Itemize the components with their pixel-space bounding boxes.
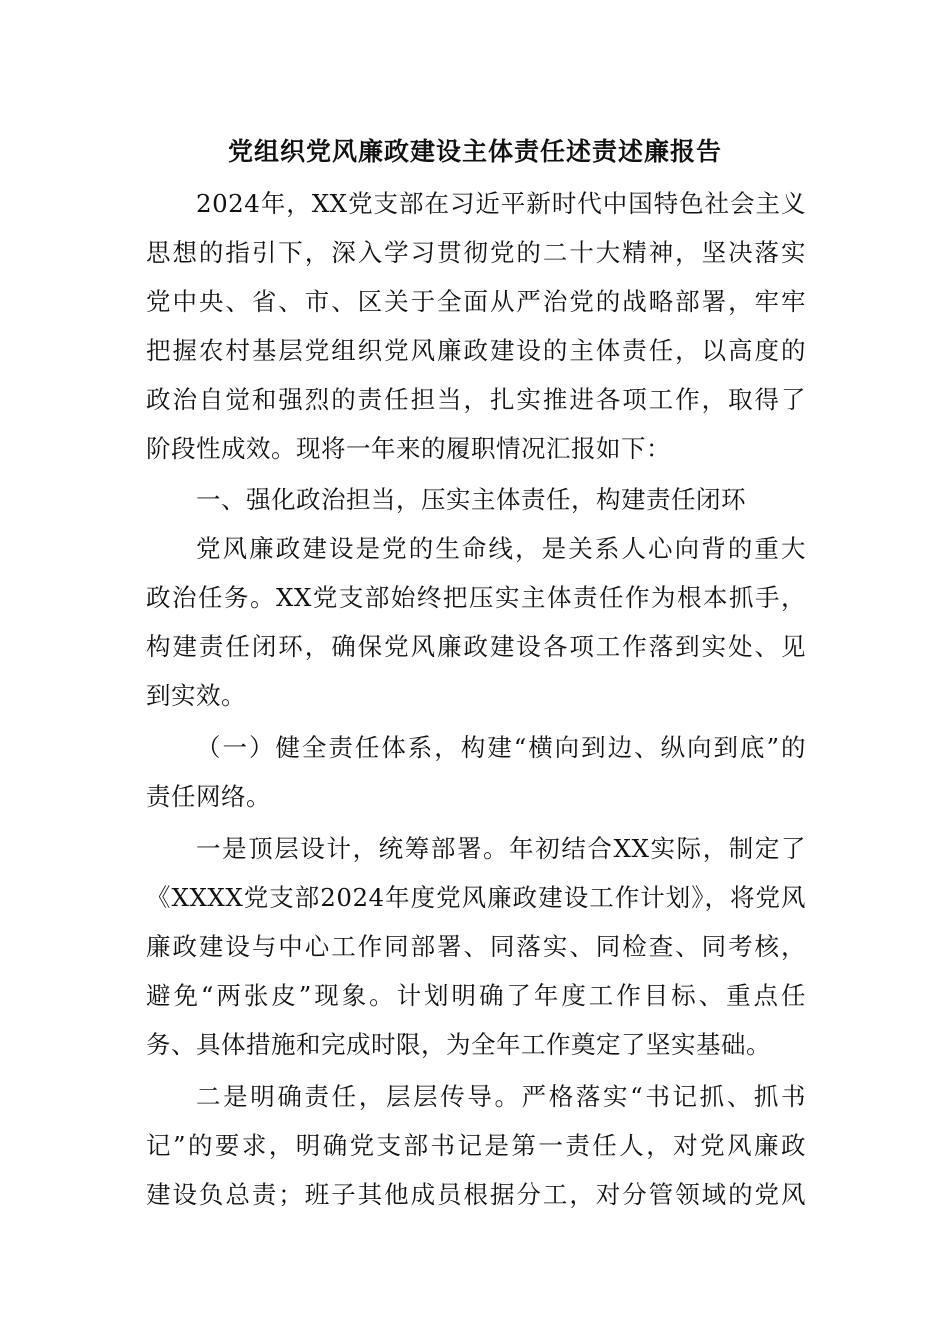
paragraph-line: 《XXXX党支部2024年度党风廉政建设工作计划》，将党风: [146, 883, 806, 912]
paragraph-line: 二是明确责任，层层传导。严格落实“书记抓、抓书: [196, 1082, 806, 1111]
subsection-heading: 责任网络。: [146, 782, 271, 811]
paragraph-line: 2024年，XX党支部在习近平新时代中国特色社会主义: [196, 189, 806, 218]
paragraph-line: 思想的指引下，深入学习贯彻党的二十大精神，坚决落实: [146, 238, 806, 267]
paragraph-line: 一是顶层设计，统筹部署。年初结合XX实际，制定了: [196, 834, 806, 863]
paragraph-line: 记”的要求，明确党支部书记是第一责任人，对党风廉政: [146, 1131, 806, 1160]
paragraph-line: 党中央、省、市、区关于全面从严治党的战略部署，牢牢: [146, 287, 806, 316]
paragraph-line: 阶段性成效。现将一年来的履职情况汇报如下：: [146, 434, 671, 463]
document-title: 党组织党风廉政建设主体责任述责述廉报告: [227, 137, 722, 166]
paragraph-line: 务、具体措施和完成时限，为全年工作奠定了坚实基础。: [146, 1030, 771, 1059]
paragraph-line: 把握农村基层党组织党风廉政建设的主体责任，以高度的: [146, 336, 806, 365]
section-heading: 一、强化政治担当，压实主体责任，构建责任闭环: [196, 485, 746, 514]
paragraph-line: 构建责任闭环，确保党风廉政建设各项工作落到实处、见: [146, 632, 806, 661]
paragraph-line: 避免“两张皮”现象。计划明确了年度工作目标、重点任: [146, 981, 806, 1010]
paragraph-line: 政治任务。XX党支部始终把压实主体责任作为根本抓手，: [146, 583, 806, 612]
subsection-heading: （一）健全责任体系，构建“横向到边、纵向到底”的: [196, 733, 806, 762]
paragraph-line: 政治自觉和强烈的责任担当，扎实推进各项工作，取得了: [146, 385, 806, 414]
paragraph-line: 建设负总责；班子其他成员根据分工，对分管领域的党风: [146, 1180, 806, 1209]
paragraph-line: 到实效。: [146, 681, 246, 710]
paragraph-line: 廉政建设与中心工作同部署、同落实、同检查、同考核，: [146, 932, 806, 961]
paragraph-line: 党风廉政建设是党的生命线，是关系人心向背的重大: [196, 534, 806, 563]
